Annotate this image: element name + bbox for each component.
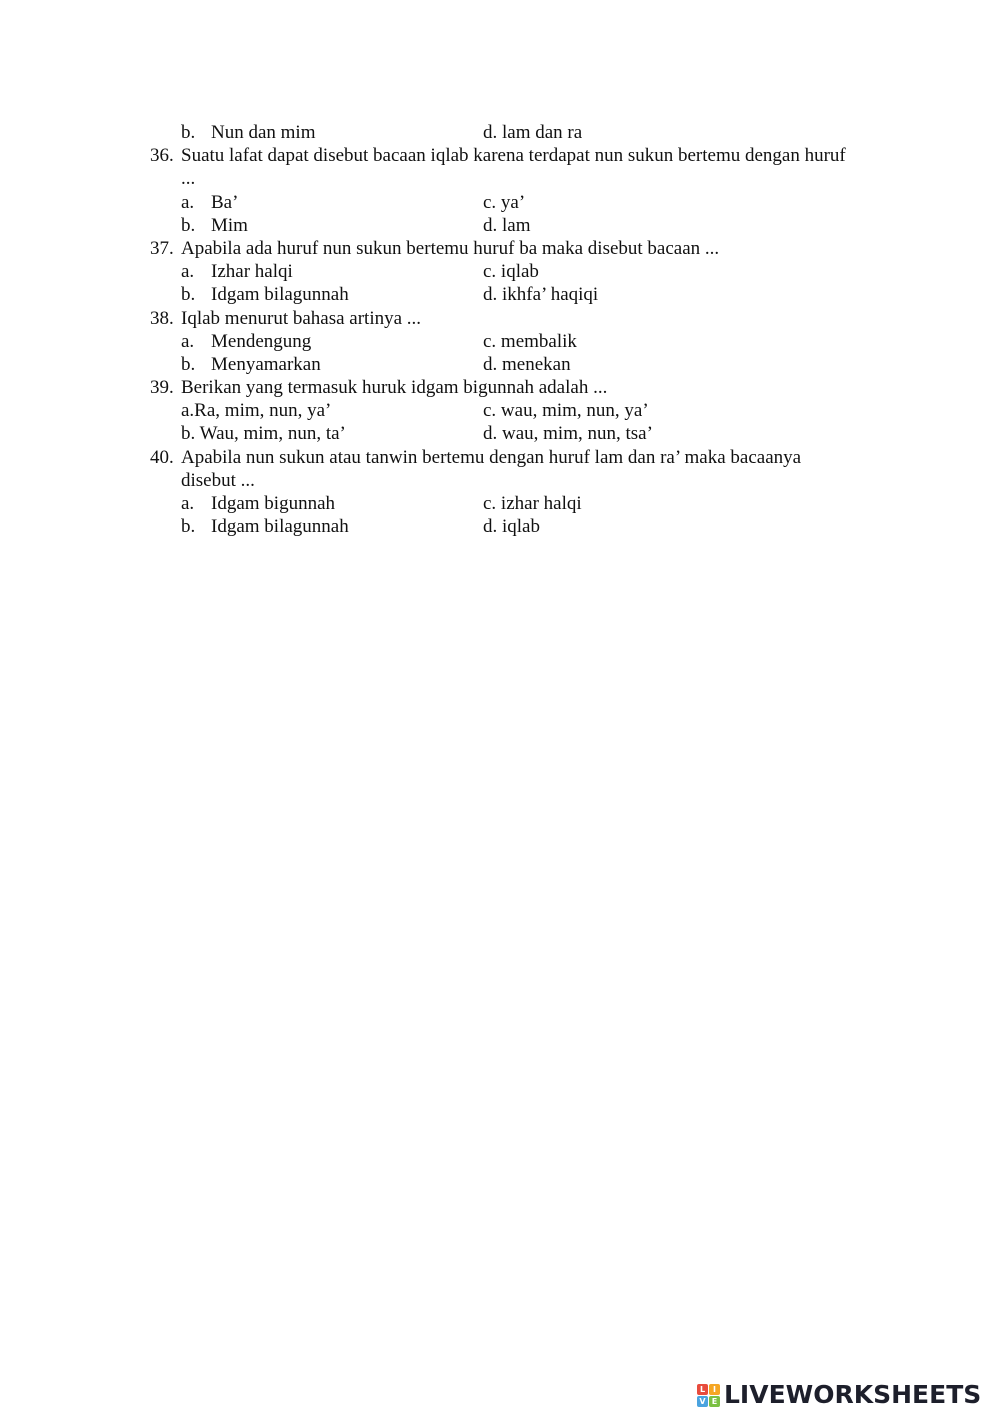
option-text: Ba’ [211,191,239,213]
option-left: a.Ra, mim, nun, ya’ [181,400,332,422]
question-text: disebut ... [181,469,255,491]
logo-mark-cell: L [697,1384,708,1395]
worksheet-content [150,121,910,538]
question-number: 38. [150,307,174,329]
option-letter: a. [181,493,195,514]
option-row [150,191,910,214]
option-letter: b. [181,122,196,143]
option-letter: b. [181,284,196,306]
question-text: ... [181,168,196,190]
question-39 [150,376,910,399]
option-row [150,121,910,144]
option-row [150,492,910,515]
option-row [150,399,910,422]
option-text: Menyamarkan [211,353,321,375]
question-number: 36. [150,145,174,167]
option-right: d. wau, mim, nun, tsa’ [483,423,653,445]
option-right: d. ikhfa’ haqiqi [483,284,599,306]
question-text: Suatu lafat dapat disebut bacaan iqlab karena terdapat nun sukun bertemu dengan huruf [181,145,846,167]
option-row [150,260,910,283]
question-40-continued [150,469,910,492]
option-letter: a. [181,191,195,213]
question-38 [150,307,910,330]
option-right: c. wau, mim, nun, ya’ [483,400,649,422]
question-text: Berikan yang termasuk huruk idgam bigunnah adalah ... [181,377,608,399]
option-right: c. membalik [483,330,577,352]
option-row [150,283,910,306]
question-text: Apabila ada huruf nun sukun bertemu huruf ba maka disebut bacaan ... [181,237,720,259]
logo-mark-cell: E [709,1396,720,1407]
question-40 [150,446,910,469]
question-number: 40. [150,446,174,468]
option-row [150,422,910,445]
option-row [150,515,910,538]
question-number: 37. [150,237,174,259]
option-row [150,330,910,353]
logo-mark-icon [697,1384,720,1407]
option-left: b. Wau, mim, nun, ta’ [181,423,346,445]
option-letter: b. [181,516,196,538]
question-text: Iqlab menurut bahasa artinya ... [181,307,422,329]
option-text: Idgam bilagunnah [211,516,349,538]
option-right: c. iqlab [483,261,539,283]
question-text: Apabila nun sukun atau tanwin bertemu dengan huruf lam dan ra’ maka bacaanya [181,446,802,468]
option-text: Idgam bigunnah [211,493,336,514]
option-text: Mim [211,214,248,236]
option-text: Izhar halqi [211,261,293,283]
option-text: Mendengung [211,330,312,352]
question-number: 39. [150,377,174,399]
option-letter: b. [181,214,196,236]
liveworksheets-logo [697,1380,981,1410]
option-right: c. ya’ [483,191,526,213]
logo-text: LIVEWORKSHEETS [724,1380,982,1409]
logo-mark-cell: V [697,1396,708,1407]
option-right: d. iqlab [483,516,540,538]
question-36 [150,144,910,167]
option-row [150,214,910,237]
option-letter: a. [181,330,195,352]
question-36-continued [150,167,910,190]
question-37 [150,237,910,260]
option-right: d. menekan [483,353,571,375]
option-row [150,353,910,376]
logo-mark-cell: I [709,1384,720,1395]
option-text: Nun dan mim [211,122,316,143]
option-right: d. lam [483,214,531,236]
option-right: c. izhar halqi [483,493,582,514]
option-letter: a. [181,261,195,283]
option-text: Idgam bilagunnah [211,284,349,306]
option-letter: b. [181,353,196,375]
option-right: d. lam dan ra [483,122,583,143]
